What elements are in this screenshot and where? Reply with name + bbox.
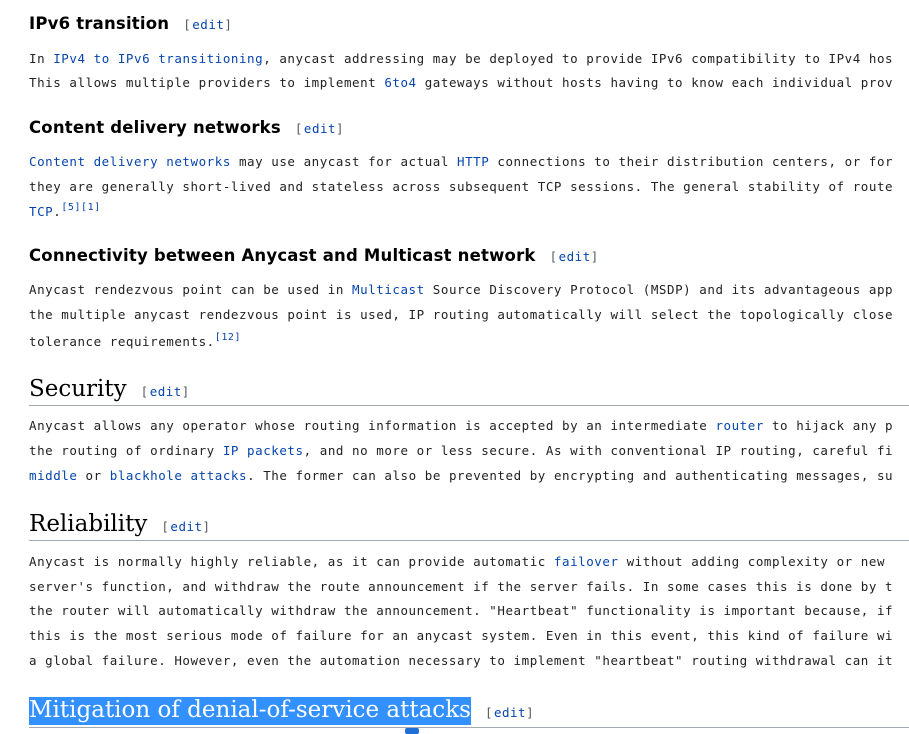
link-middle[interactable]: middle [29, 468, 78, 483]
section-divider [29, 405, 909, 406]
heading-mitigation-dos [29, 697, 535, 723]
paragraph-line: server's function, and withdraw the route announcement if the server fails. In some cases this is done by t [29, 579, 894, 594]
paragraph-line: a global failure. However, even the automation necessary to implement "heartbeat" routing withdrawal can it [29, 653, 894, 668]
paragraph-line: the router will automatically withdraw the announcement. "Heartbeat" functionality is important because, if [29, 603, 894, 618]
citation-ref[interactable]: [1] [81, 202, 101, 213]
paragraph-line: tolerance requirements.[12] [29, 332, 242, 349]
paragraph-line: Content delivery networks may use anycast for actual HTTP connections to their distribution centers, or for [29, 154, 894, 169]
heading-ipv6-transition: IPv6 transition [edit] [29, 14, 234, 33]
edit-link-cdn: [edit] [294, 121, 346, 136]
edit-link-mitigation: [edit] [484, 705, 536, 720]
heading-reliability: Reliability [edit] [29, 511, 212, 537]
heading-connectivity: Connectivity between Anycast and Multicast network [edit] [29, 246, 600, 265]
paragraph-line: Anycast rendezvous point can be used in Multicast Source Discovery Protocol (MSDP) and its advantageous app [29, 282, 894, 297]
paragraph-line: middle or blackhole attacks. The former can also be prevented by encrypting and authenticating messages, su [29, 468, 894, 483]
link-content-delivery-networks[interactable]: Content delivery networks [29, 154, 231, 169]
edit-link-connectivity: [edit] [549, 249, 600, 264]
link-6to4[interactable]: 6to4 [384, 75, 417, 90]
paragraph-line: the routing of ordinary IP packets, and no more or less secure. As with conventional IP routing, careful fi [29, 443, 894, 458]
selection-handle[interactable] [405, 728, 419, 734]
citation-ref[interactable]: [12] [214, 332, 242, 343]
paragraph-line: they are generally short-lived and stateless across subsequent TCP sessions. The general stability of route [29, 179, 894, 194]
paragraph-line: the multiple anycast rendezvous point is used, IP routing automatically will select the topologically close [29, 307, 894, 322]
selected-heading-text[interactable]: Mitigation of denial-of-service attacks [29, 697, 471, 723]
edit-link[interactable]: edit [192, 17, 225, 32]
link-failover[interactable]: failover [553, 554, 619, 569]
heading-content-delivery-networks: Content delivery networks [edit] [29, 118, 346, 137]
edit-link[interactable]: edit [149, 384, 182, 399]
edit-link[interactable]: edit [170, 519, 203, 534]
edit-link-reliability: [edit] [161, 519, 212, 534]
link-blackhole-attacks[interactable]: blackhole attacks [109, 468, 248, 483]
link-router[interactable]: router [715, 418, 764, 433]
section-divider [29, 727, 909, 728]
edit-link-security: [edit] [140, 384, 191, 399]
paragraph-line: this is the most serious mode of failure for an anycast system. Even in this event, this kind of failure wi [29, 628, 894, 643]
link-ip-packets[interactable]: IP packets [222, 443, 304, 458]
edit-link[interactable]: edit [303, 121, 337, 136]
link-http[interactable]: HTTP [457, 154, 490, 169]
edit-link[interactable]: edit [493, 705, 527, 720]
paragraph-line: Anycast allows any operator whose routing information is accepted by an intermediate router to hijack any p [29, 418, 894, 433]
heading-security: Security [edit] [29, 376, 191, 402]
link-multicast[interactable]: Multicast [352, 282, 425, 297]
paragraph-line: Anycast is normally highly reliable, as it can provide automatic failover without adding complexity or new [29, 554, 886, 569]
paragraph-line: In IPv4 to IPv6 transitioning, anycast addressing may be deployed to provide IPv6 compatibility to IPv4 hos [29, 51, 894, 66]
paragraph-line: This allows multiple providers to implement 6to4 gateways without hosts having to know each individual prov [29, 75, 894, 90]
section-divider [29, 540, 909, 541]
edit-link[interactable]: edit [558, 249, 591, 264]
paragraph-line: TCP.[5][1] [29, 202, 101, 219]
edit-link-ipv6: [edit] [183, 17, 234, 32]
link-tcp[interactable]: TCP [29, 204, 54, 219]
citation-ref[interactable]: [5] [61, 202, 82, 213]
link-ipv4-to-ipv6[interactable]: IPv4 to IPv6 transitioning [53, 51, 264, 66]
